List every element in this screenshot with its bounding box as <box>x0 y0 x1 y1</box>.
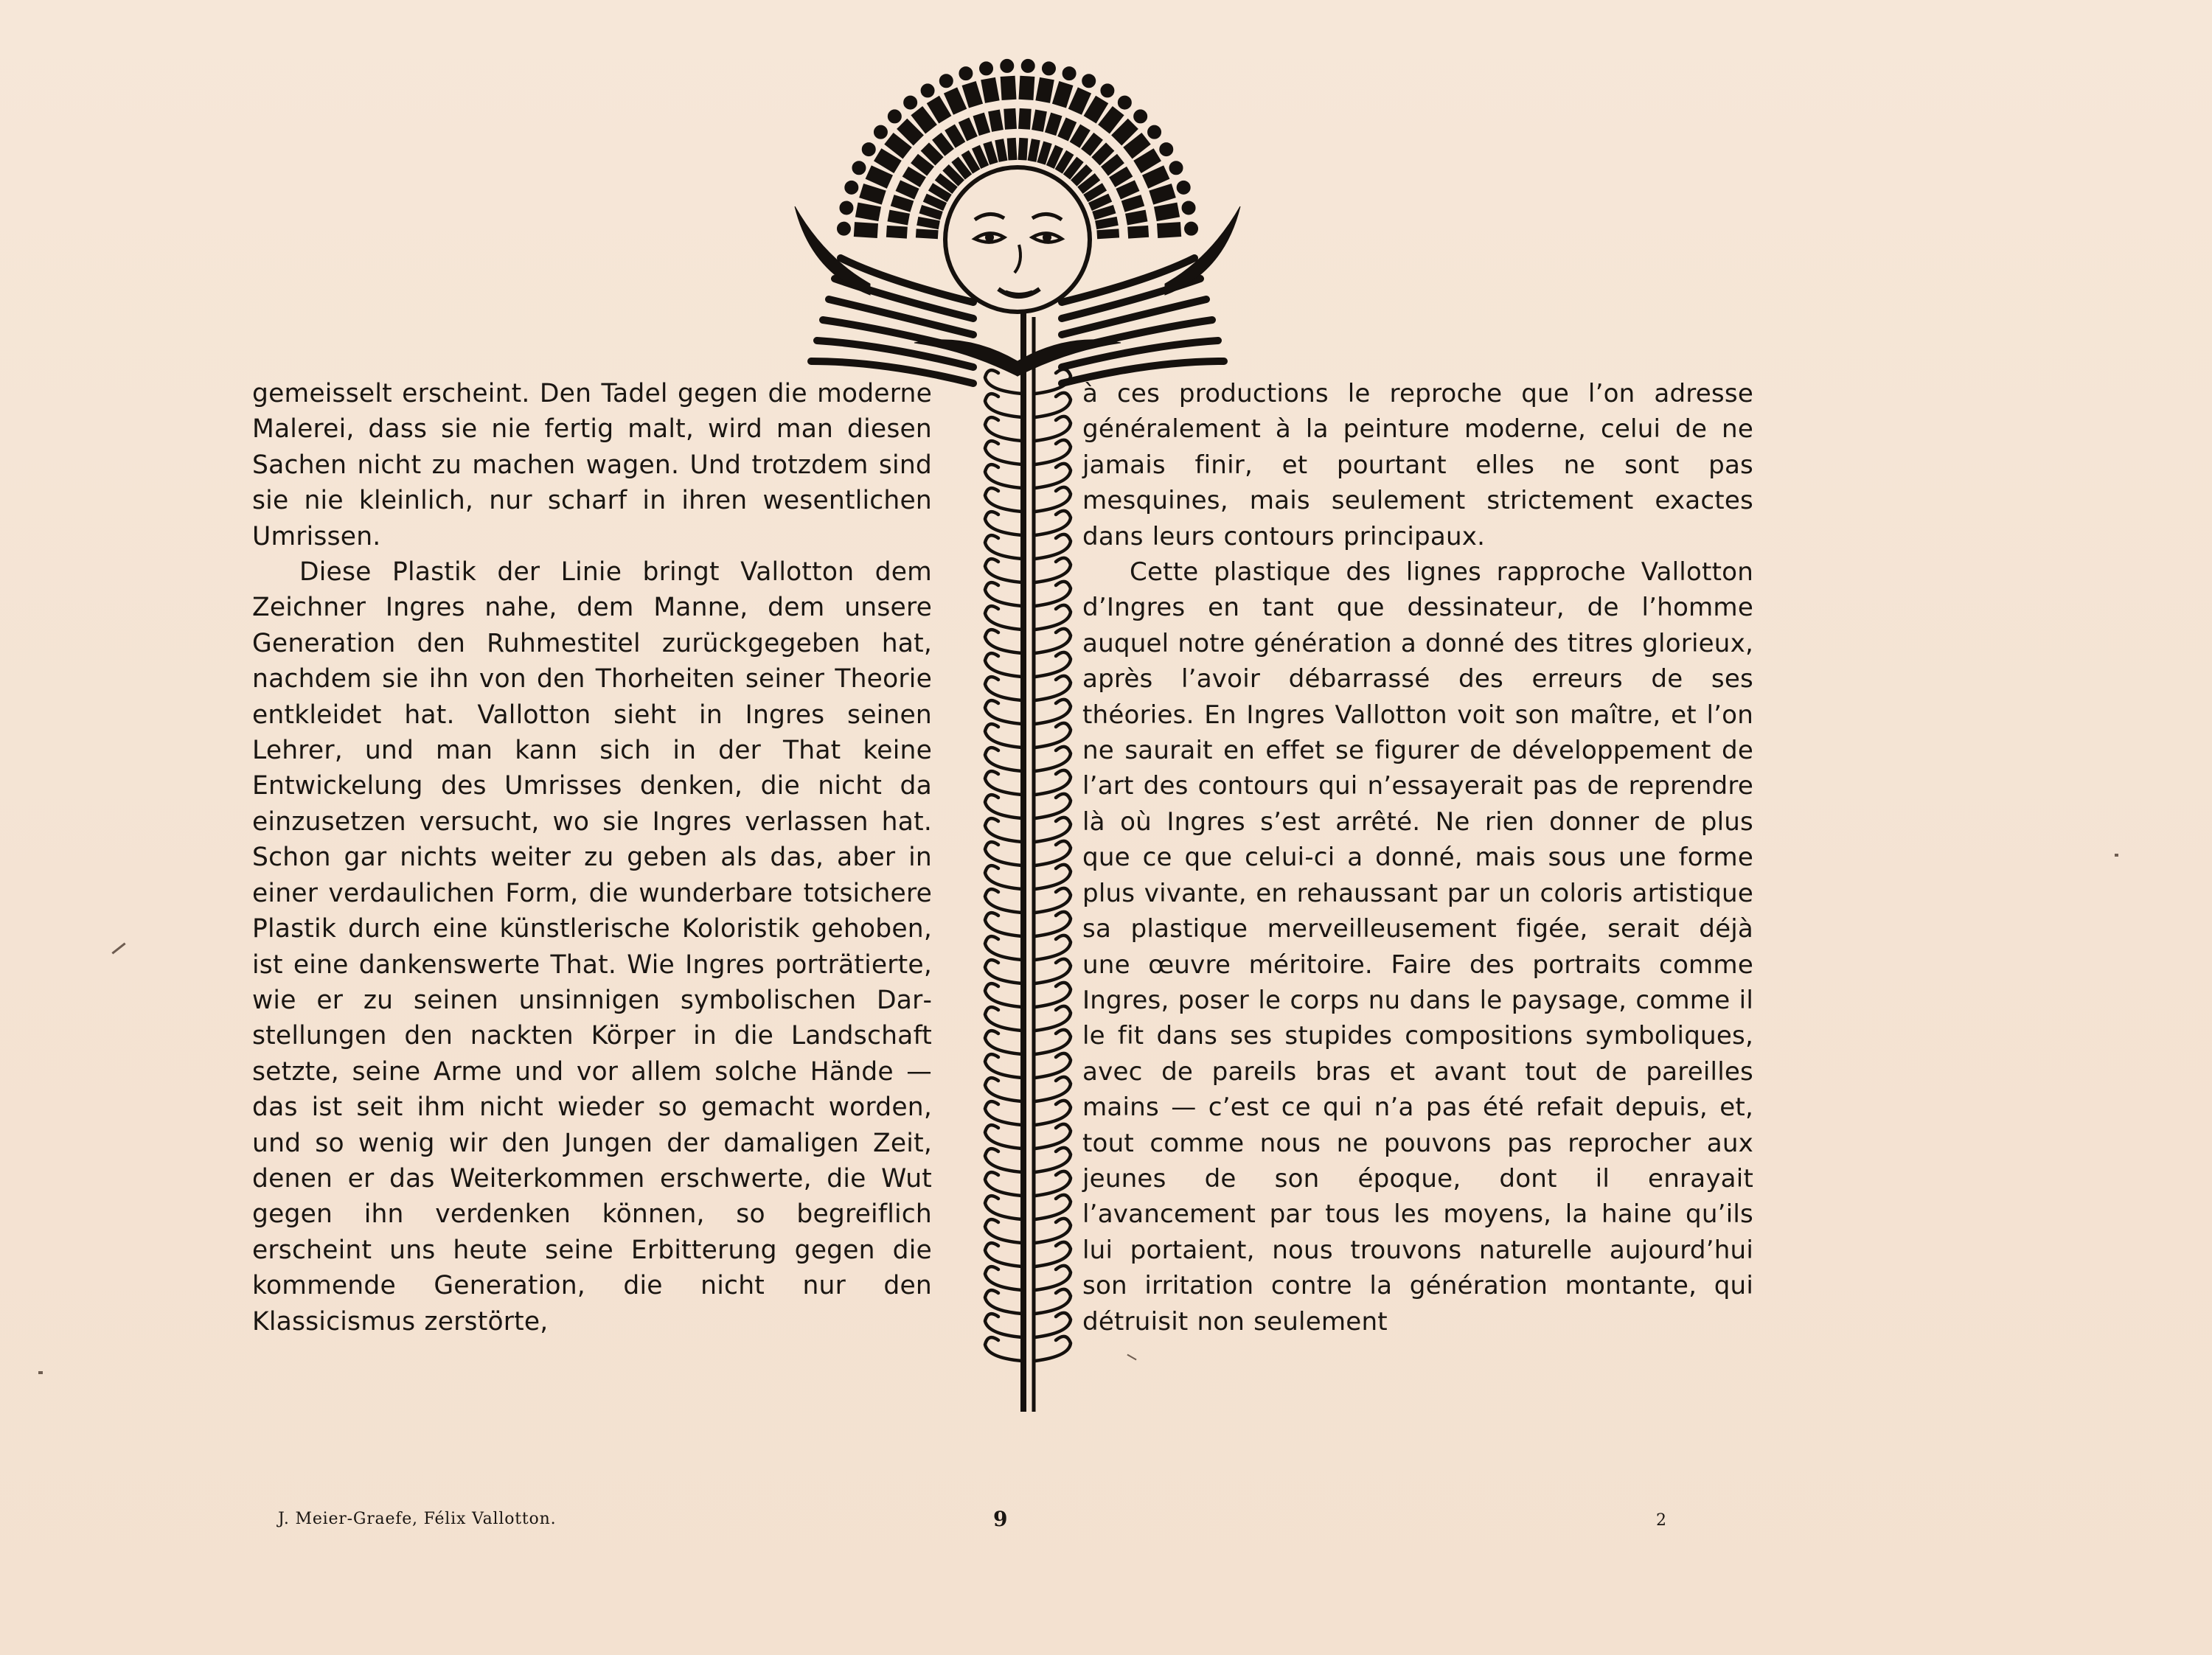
french-paragraph-2: Cette plastique des lignes rapproche Vallotton d’Ingres en tant que dessinateur, de l’homme auquel notre génération a donné des titres glorieux, après l’avoir débarrassé des erreurs de ses théories. En Ingres Vallotton voit son maître, et l’on ne saurait en effet se figurer de développement de l’art des contours qui n’essayerait pas de reprendre là où Ingres s’est arrêté. Ne rien donner de plus que ce que celui-ci a donné, mais sous une forme plus vivante, en rehaussant par un coloris artistique sa plastique merveilleusement figée, serait déjà une œuvre méritoire. Faire des portraits comme Ingres, poser le corps nu dans le paysage, comme il le fit dans ses stupides compositions symboliques, avec de pareils bras et avant tout de pareilles mains — c’est ce qui n’a pas été refait depuis, et, tout comme nous ne pouvons pas reprocher aux jeunes de son époque, dont il enrayait l’avancement par tous les moyens, la haine qu’ils lui portaient, nous trouvons naturelle aujourd’hui son irritation contre la génération montante, qui détruisit non seulement <box>1082 557 1753 1337</box>
page-number: 9 <box>993 1507 1008 1531</box>
french-paragraph-1: à ces productions le reproche que l’on adresse généralement à la peinture moderne, celui de ne jamais finir, et pourtant elles ne sont pas mesquines, mais seulement strictement exactes dans leurs contours principaux. <box>1082 379 1753 551</box>
german-paragraph-1: gemeisselt erscheint. Den Tadel gegen die moderne Malerei, dass sie nie fertig malt, wird man diesen Sachen nicht zu machen wagen. Und trotzdem sind sie nie kleinlich, nur scharf in ihren wesentlichen Umrissen. <box>252 379 932 551</box>
margin-pen-mark <box>111 943 125 955</box>
footer-author-credit: J. Meier-Graefe, Félix Vallotton. <box>278 1510 557 1528</box>
sun-face-flower-ornament-icon <box>782 52 1283 1415</box>
printer-signature-mark: 2 <box>1656 1511 1666 1530</box>
paper-speck <box>2115 854 2118 857</box>
paper-speck <box>38 1371 43 1374</box>
german-paragraph-2: Diese Plastik der Linie bringt Vallotton dem Zeichner Ingres nahe, dem Manne, dem unsere Generation den Ruhmestitel zurückgegeben hat, nachdem sie ihn von den Thorheiten seiner Theorie entkleidet hat. Vallotton sieht in Ingres seinen Lehrer, und man kann sich in der That keine Entwickelung des Umrisses denken, die nicht da einzusetzen versucht, wo sie Ingres verlassen hat. Schon gar nichts weiter zu geben als das, aber in einer verdaulichen Form, die wunderbare totsichere Plastik durch eine künstlerische Koloristik gehoben, ist eine dankenswerte That. Wie Ingres porträtierte, wie er zu seinen unsinnigen symbolischen Darstellungen den nackten Körper in die Landschaft setzte, seine Arme und vor allem solche Hände — das ist seit ihm nicht wieder so gemacht worden, und so wenig wir den Jungen der damaligen Zeit, denen er das Weiterkommen erschwerte, die Wut gegen ihn verdenken können, so begreiflich erscheint uns heute seine Erbitterung gegen die kommende Generation, die nicht nur den Klassicismus zerstörte, <box>252 557 932 1337</box>
